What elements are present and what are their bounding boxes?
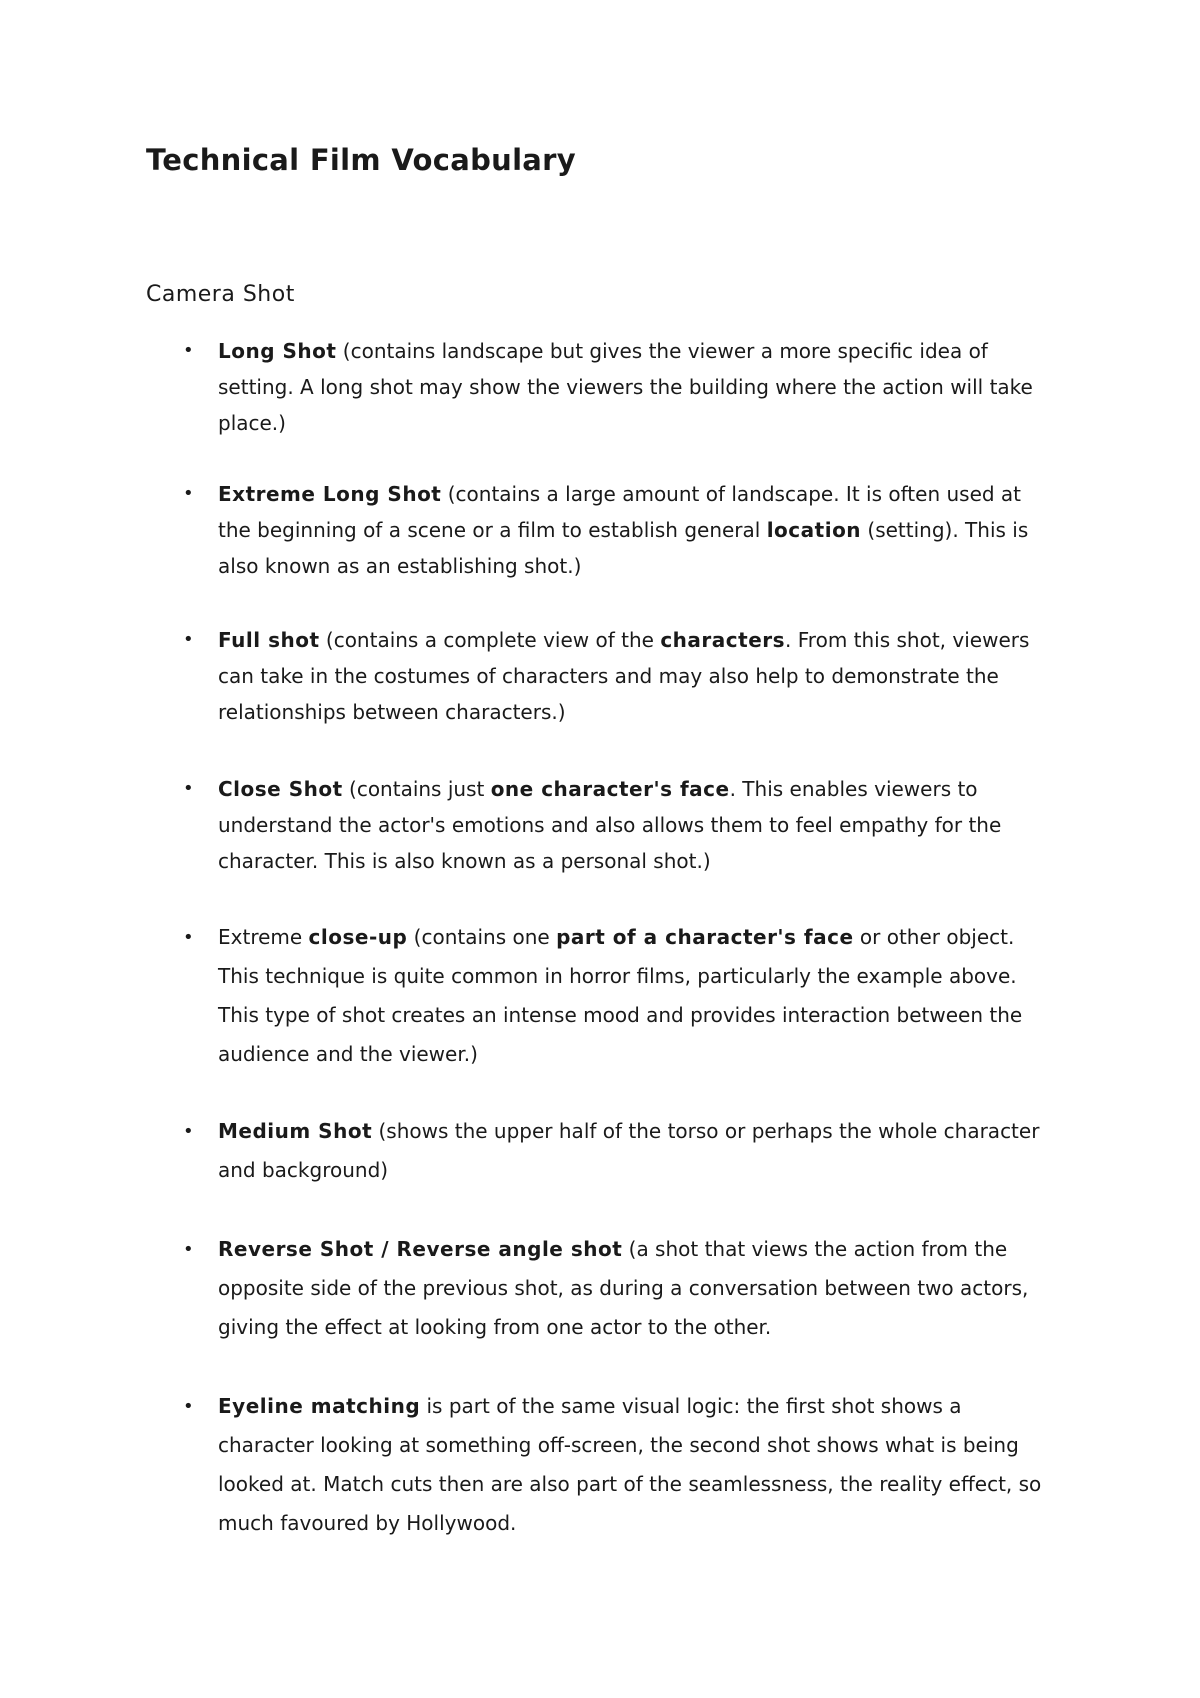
emphasis-text: one character's face (490, 777, 730, 801)
list-item (183, 918, 1058, 1074)
term-label: Medium Shot (218, 1119, 373, 1143)
term-label: close-up (308, 925, 408, 949)
emphasis-text: part of a character's face (556, 925, 854, 949)
list-item (183, 476, 1058, 584)
bullet-icon: • (183, 1121, 194, 1142)
list-item (183, 333, 1058, 441)
bullet-icon: • (183, 778, 194, 799)
term-label: Full shot (218, 628, 320, 652)
emphasis-text: characters (660, 628, 786, 652)
list-item (183, 1112, 1058, 1190)
term-label: Close Shot (218, 777, 343, 801)
bullet-icon: • (183, 483, 194, 504)
term-definition: (contains just (342, 777, 491, 801)
term-definition: (shows the upper half of the torso or perhaps the whole character and background) (218, 1119, 1040, 1182)
term-label: Reverse Shot / Reverse angle shot (218, 1237, 623, 1261)
term-definition: (contains a complete view of the (319, 628, 661, 652)
bullet-icon: • (183, 1396, 194, 1417)
bullet-icon: • (183, 629, 194, 650)
term-definition: (a shot that views the action from the opposite side of the previous shot, as during a conversation between two actors, giving the effect at looking from one actor to the other. (218, 1237, 1029, 1339)
term-definition: or other object. This technique is quite common in horror films, particularly the example above. This type of shot creates an intense mood and provides interaction between the audience and the viewer.) (218, 925, 1023, 1066)
emphasis-text: location (766, 518, 862, 542)
bullet-icon: • (183, 927, 194, 948)
term-definition: . This enables viewers to understand the actor's emotions and also allows them to feel empathy for the character. This is also known as a personal shot.) (218, 777, 1002, 873)
term-label: Long Shot (218, 339, 337, 363)
list-item (183, 1387, 1058, 1543)
bullet-icon: • (183, 340, 194, 361)
term-definition: is part of the same visual logic: the first shot shows a character looking at something off-screen, the second shot shows what is being looked at. Match cuts then are also part of the seamlessness, the reality effect, so much favoured by Hollywood. (218, 1394, 1042, 1535)
list-item (183, 622, 1058, 730)
list-item (183, 1230, 1058, 1347)
term-prefix: Extreme (218, 925, 309, 949)
term-definition: (contains a large amount of landscape. It is often used at the beginning of a scene or a film to establish general (218, 482, 1022, 542)
term-definition: (setting). This is also known as an establishing shot.) (218, 518, 1029, 578)
term-label: Extreme Long Shot (218, 482, 442, 506)
section-heading-camera-shot: Camera Shot (146, 282, 295, 307)
term-definition: (contains one (407, 925, 557, 949)
term-label: Eyeline matching (218, 1394, 421, 1418)
term-definition: . From this shot, viewers can take in the costumes of characters and may also help to demonstrate the relationships between characters.) (218, 628, 1030, 724)
bullet-icon: • (183, 1239, 194, 1260)
term-definition: (contains landscape but gives the viewer a more specific idea of setting. A long shot may show the viewers the building where the action will take place.) (218, 339, 1033, 435)
list-item (183, 771, 1058, 879)
document-title: Technical Film Vocabulary (146, 143, 576, 177)
